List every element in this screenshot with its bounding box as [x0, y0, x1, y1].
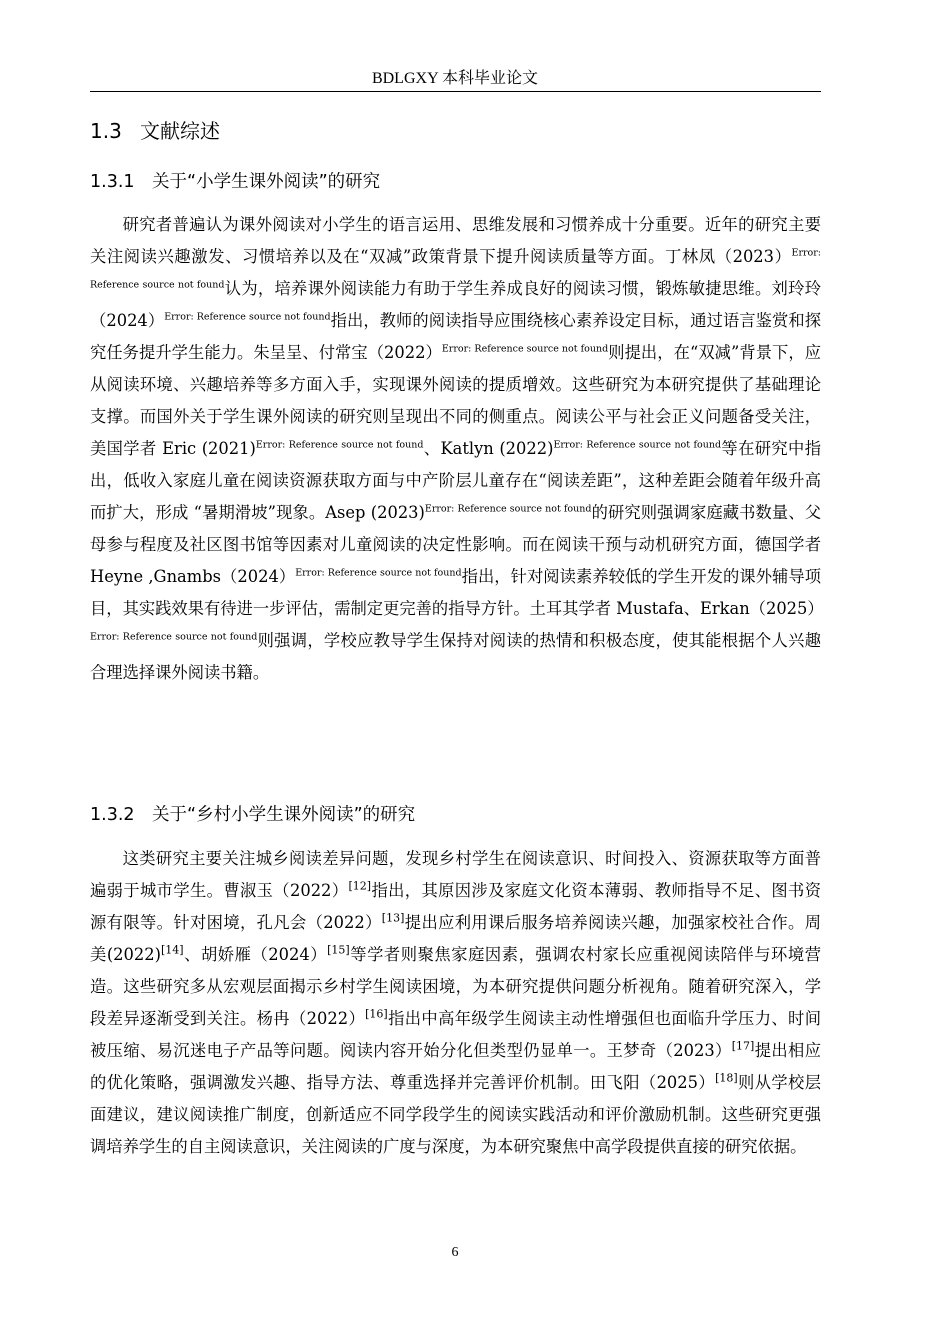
citation-marker: Error: Reference source not found [90, 247, 821, 291]
subsection-number-2: 1.3.2 [90, 805, 135, 825]
citation-marker: [12] [348, 879, 372, 893]
subsection-title-2: 关于“乡村小学生课外阅读”的研究 [152, 805, 416, 825]
subsection-title-1: 关于“小学生课外阅读”的研究 [152, 172, 381, 192]
citation-marker: Error: Reference source not found [441, 343, 609, 355]
citation-marker: [16] [365, 1007, 388, 1021]
citation-marker: Error: Reference source not found [255, 439, 424, 451]
citation-marker: Error: Reference source not found [90, 631, 258, 643]
paragraph-rural-reading: 这类研究主要关注城乡阅读差异问题，发现乡村学生在阅读意识、时间投入、资源获取等方面普遍弱于城市学生。曹淑玉（2022）[12]指出，其原因涉及家庭文化资本薄弱、教师指导不足、图书资源有限等。针对困境，孔凡会（2022）[13]提出应利用课后服务培养阅读兴趣，加强家校社合作。周美(2022)[14]、胡娇雁（2024）[15]等学者则聚焦家庭因素，强调农村家长应重视阅读陪伴与环境营造。这些研究多从宏观层面揭示乡村学生阅读困境，为本研究提供问题分析视角。随着研究深入，学段差异逐渐受到关注。杨冉（2022）[16]指出中高年级学生阅读主动性增强但也面临升学压力、时间被压缩、易沉迷电子产品等问题。阅读内容开始分化但类型仍显单一。王梦奇（2023）[17]提出相应的优化策略，强调激发兴趣、指导方法、尊重选择并完善评价机制。田飞阳（2025）[18]则从学校层面建议，建议阅读推广制度，创新适应不同学段学生的阅读实践活动和评价激励机制。这些研究更强调培养学生的自主阅读意识，关注阅读的广度与深度，为本研究聚焦中高学段提供直接的研究依据。 [90, 849, 822, 1156]
page-number: 6 [451, 1245, 459, 1260]
citation-marker: [17] [731, 1039, 755, 1053]
subsection-number-1: 1.3.1 [90, 172, 135, 192]
header-rule [90, 91, 821, 92]
citation-marker: [18] [715, 1071, 738, 1085]
citation-marker: Error: Reference source not found [424, 503, 592, 515]
citation-marker: [13] [381, 911, 405, 925]
citation-marker: Error: Reference source not found [295, 567, 462, 579]
subsection-heading-1 [90, 168, 380, 196]
citation-marker: [15] [327, 943, 350, 957]
section-number: 1.3 [90, 119, 122, 143]
subsection-heading-2 [90, 801, 415, 829]
section-heading [90, 116, 220, 146]
page-header: BDLGXY 本科毕业论文 [371, 70, 539, 87]
section-title: 文献综述 [140, 119, 220, 143]
paragraph-primary-reading: 研究者普遍认为课外阅读对小学生的语言运用、思维发展和习惯养成十分重要。近年的研究主要关注阅读兴趣激发、习惯培养以及在“双减”政策背景下提升阅读质量等方面。丁林凤$(2023)^{Error: Reference source not found}$认为，培养课外阅读能力有助于学生养成良好的阅读习惯，锻炼敏捷思维。刘玲玲$(2024)^{Error: Reference source not found}$指出，教师的阅读指导应围绕核心素养设定目标，通过语言鉴赏和探究任务提升学生能力。朱呈呈、付常宝$(2022)^{Error: Reference source not found}$则提出，在“双减”背景下，应从阅读环境、兴趣培养等多方面入手，实现课外阅读的提质增效。这些研究为本研究提供了基础理论支撑。而国外关于学生课外阅读的研究则呈现出不同的侧重点。阅读公平与社会正义问题备受关注，美国学者 Eric $(2021)^{Error: Reference source not found}$、Katlyn $(2022)^{Error: Reference source not found}$等在研究中指出，低收入家庭儿童在阅读资源获取方面与中产阶层儿童存在“阅读差距”，这种差距会随着年级升高而扩大，形成 “暑期滑坡”现象。Asep $(2023)^{Error: Reference source not found}$的研究则强调家庭藏书数量、父母参与程度及社区图书馆等因素对儿童阅读的决定性影响。而在阅读干预与动机研究方面，德国学者 Heyne $,Gnambs(2024)^{Error: Reference source not found}$指出，针对阅读素养较低的学生开发的课外辅导项目，其实践效果有待进一步评估，需制定更完善的指导方针。土耳其学者 Mustafa、$Erkan(2025)^{Error: Reference source not found}$则强调，学校应教导学生保持对阅读的热情和积极态度，使其能根据个人兴趣合理选择课外阅读书籍。 [90, 215, 824, 682]
citation-marker: [14] [160, 943, 184, 957]
citation-marker: Error: Reference source not found [553, 439, 722, 451]
citation-marker: Error: Reference source not found [164, 311, 331, 323]
